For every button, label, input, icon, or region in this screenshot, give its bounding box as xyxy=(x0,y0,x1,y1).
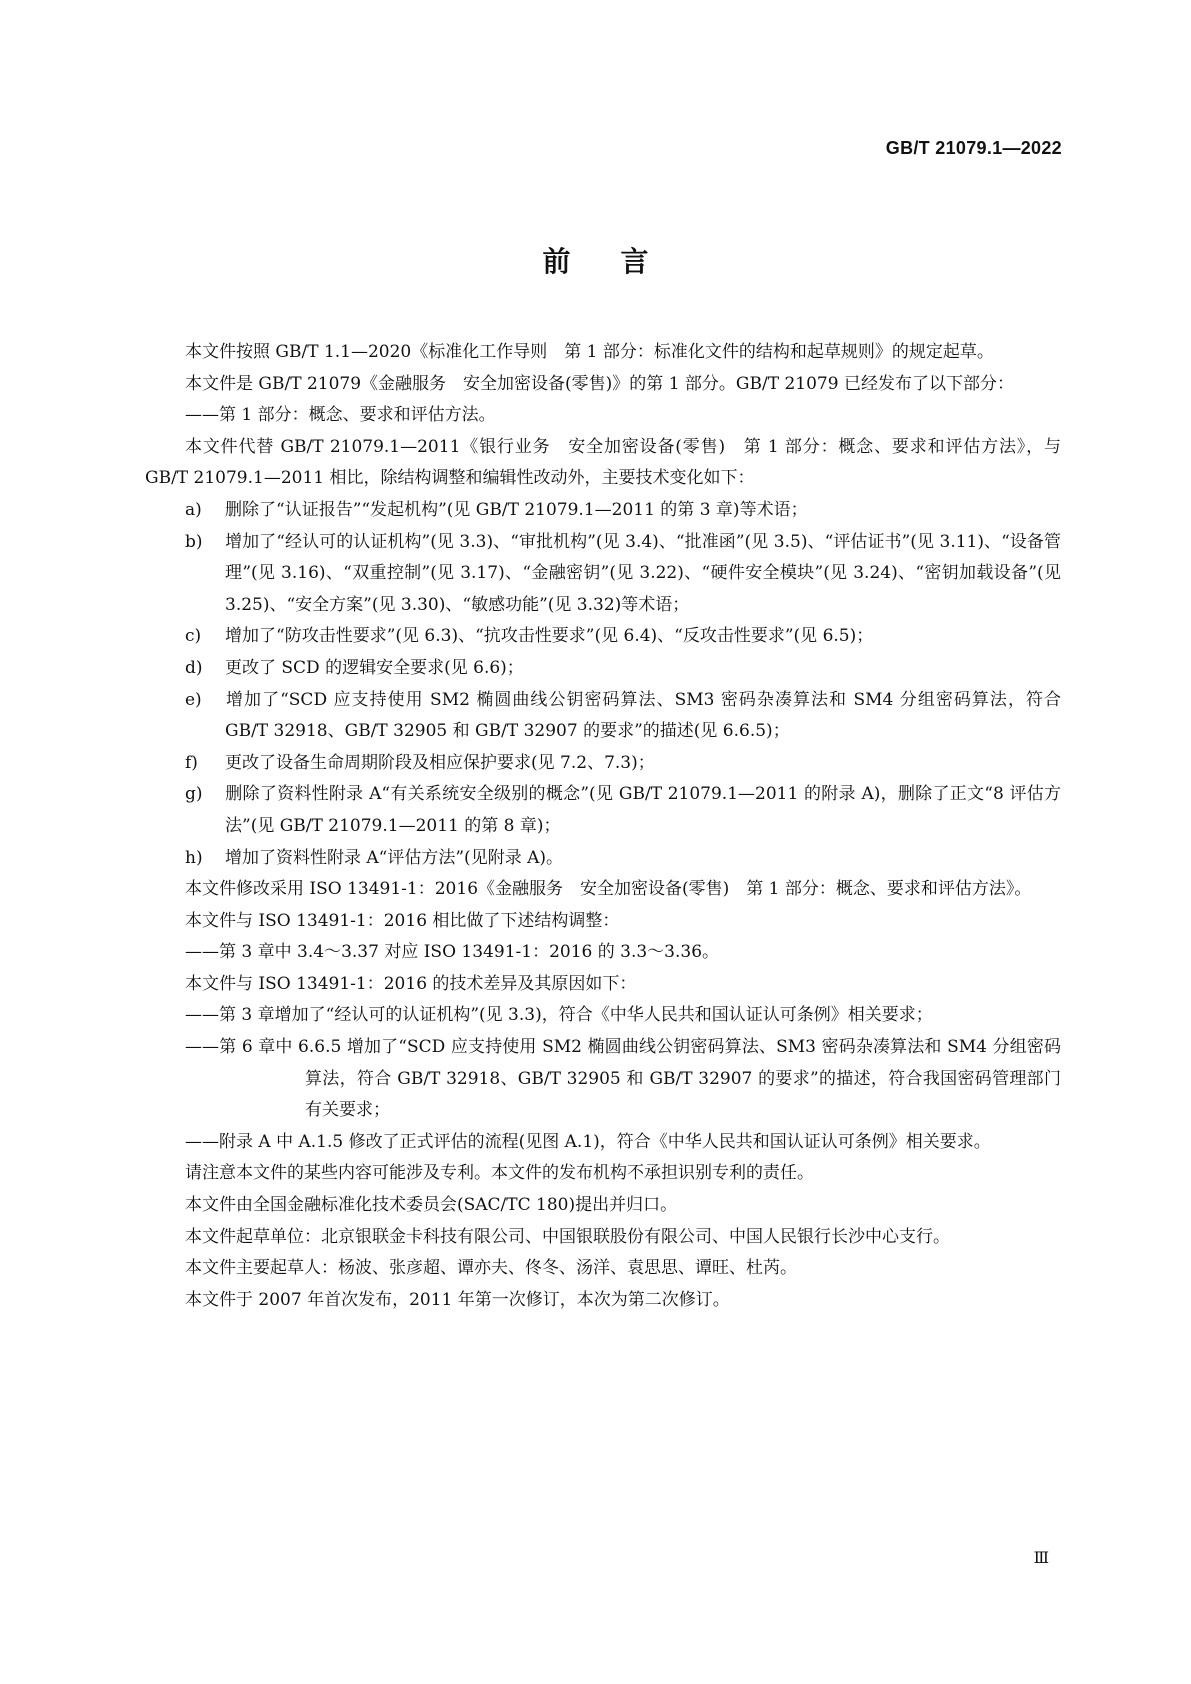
list-item-label: g) xyxy=(185,784,203,805)
list-item-label: h) xyxy=(185,847,203,868)
paragraph: 本文件起草单位：北京银联金卡科技有限公司、中国银联股份有限公司、中国人民银行长沙中心支行。 xyxy=(185,1226,950,1247)
paragraph: 本文件于 2007 年首次发布，2011 年第一次修订，本次为第二次修订。 xyxy=(185,1289,730,1310)
list-item xyxy=(145,779,1061,842)
paragraph: 本文件主要起草人：杨波、张彦超、谭亦夫、佟冬、汤洋、袁思思、谭旺、杜芮。 xyxy=(185,1258,797,1279)
page-number: Ⅲ xyxy=(1033,1548,1049,1567)
paragraph: 本文件与 ISO 13491-1：2016 的技术差异及其原因如下： xyxy=(185,973,637,994)
list-item xyxy=(145,748,1061,780)
paragraph: 请注意本文件的某些内容可能涉及专利。本文件的发布机构不承担识别专利的责任。 xyxy=(185,1163,814,1184)
paragraph: 本文件由全国金融标准化技术委员会(SAC/TC 180)提出并归口。 xyxy=(185,1195,678,1216)
dash-item: ——第 3 章增加了“经认可的认证机构”(见 3.3)，符合《中华人民共和国认证认可条例》相关要求； xyxy=(185,1005,933,1026)
list-item xyxy=(145,527,1061,622)
list-item-text: 更改了设备生命周期阶段及相应保护要求(见 7.2、7.3)； xyxy=(225,752,655,773)
list-item-label: b) xyxy=(185,531,203,552)
list-item-text: 增加了资料性附录 A“评估方法”(见附录 A)。 xyxy=(225,847,564,868)
dash-item: ——第 6 章中 6.6.5 增加了“SCD 应支持使用 SM2 椭圆曲线公钥密码算法、SM3 密码杂凑算法和 SM4 分组密码算法，符合 GB/T 32918、GB/T 32905 和 GB/T 32907 的要求”的描述，符合我国密码管理部门有关要求； xyxy=(185,1037,1061,1121)
list-item-text: 增加了“防攻击性要求”(见 6.3)、“抗攻击性要求”(见 6.4)、“反攻击性要求”(见 6.5)； xyxy=(225,626,874,647)
dash-item: ——附录 A 中 A.1.5 修改了正式评估的流程(见图 A.1)，符合《中华人民共和国认证认可条例》相关要求。 xyxy=(185,1131,991,1152)
list-item-text: 增加了“经认可的认证机构”(见 3.3)、“审批机构”(见 3.4)、“批准函”(见 3.5)、“评估证书”(见 3.11)、“设备管理”(见 3.16)、“双重控制”(见 3.17)、“金融密钥”(见 3.22)、“硬件安全模块”(见 3.24)、“密钥加载设备”(见 3.25)、“安全方案”(见 3.30)、“敏感功能”(见 3.32)等术语； xyxy=(225,531,1061,615)
paragraph: 本文件修改采用 ISO 13491-1：2016《金融服务 安全加密设备(零售) 第 1 部分：概念、要求和评估方法》。 xyxy=(185,879,1032,900)
list-item xyxy=(145,621,1061,653)
paragraph: 本文件代替 GB/T 21079.1—2011《银行业务 安全加密设备(零售) 第 1 部分：概念、要求和评估方法》，与 GB/T 21079.1—2011 相比，除结构调整和编辑性改动外，主要技术变化如下： xyxy=(145,436,1061,489)
list-item-label: a) xyxy=(185,499,202,520)
list-item-label: e) xyxy=(185,689,202,710)
list-item xyxy=(145,843,1061,875)
list-item xyxy=(145,685,1061,748)
list-item xyxy=(145,653,1061,685)
list-item-text: 增加了“SCD 应支持使用 SM2 椭圆曲线公钥密码算法、SM3 密码杂凑算法和 SM4 分组密码算法，符合 GB/T 32918、GB/T 32905 和 GB/T 32907 的要求”的描述(见 6.6.5)； xyxy=(225,689,1061,742)
list-item-text: 更改了 SCD 的逻辑安全要求(见 6.6)； xyxy=(225,657,524,678)
dash-item: ——第 3 章中 3.4～3.37 对应 ISO 13491-1：2016 的 3.3～3.36。 xyxy=(185,942,720,963)
list-item-text: 删除了资料性附录 A“有关系统安全级别的概念”(见 GB/T 21079.1—2011 的附录 A)，删除了正文“8 评估方法”(见 GB/T 21079.1—2011 的第 8 章)； xyxy=(225,784,1061,836)
list-item-label: f) xyxy=(185,752,198,773)
list-item-label: d) xyxy=(185,657,203,678)
list-item-text: 删除了“认证报告”“发起机构”(见 GB/T 21079.1—2011 的第 3 章)等术语； xyxy=(225,499,808,520)
paragraph: 本文件按照 GB/T 1.1—2020《标准化工作导则 第 1 部分：标准化文件的结构和起草规则》的规定起草。 xyxy=(185,342,994,362)
paragraph: 本文件与 ISO 13491-1：2016 相比做了下述结构调整： xyxy=(185,910,620,931)
dash-item: ——第 1 部分：概念、要求和评估方法。 xyxy=(185,405,496,426)
page-title: 前言 xyxy=(542,245,699,278)
list-item xyxy=(145,495,1061,527)
paragraph: 本文件是 GB/T 21079《金融服务 安全加密设备(零售)》的第 1 部分。GB/T 21079 已经发布了以下部分： xyxy=(185,373,1014,394)
list-item-label: c) xyxy=(185,626,202,647)
standard-code: GB/T 21079.1—2022 xyxy=(885,138,1062,158)
foreword-body xyxy=(145,337,1061,1316)
